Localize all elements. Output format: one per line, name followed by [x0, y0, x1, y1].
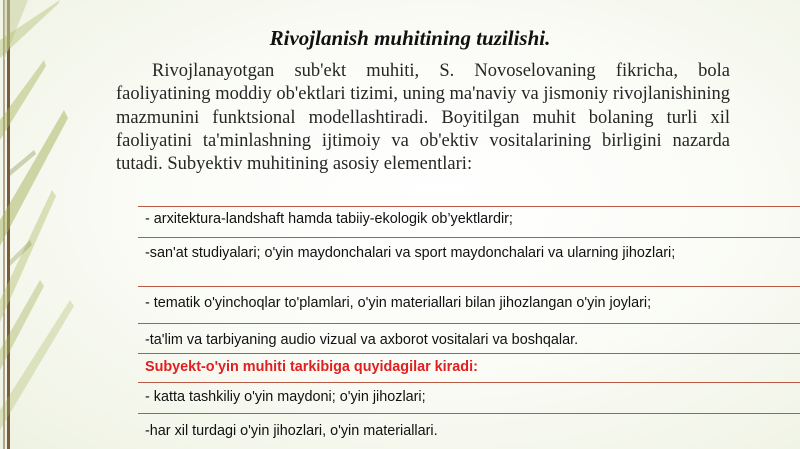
list-item-text: -ta'lim va tarbiyaning audio vizual va axborot vositalari va boshqalar.: [145, 332, 579, 348]
list-item-text: - tematik o'yinchoqlar to'plamlari, o'yin materiallari bilan jihozlangan o'yin joylari;: [145, 295, 652, 311]
intro-paragraph: Rivojlanayotgan sub'ekt muhiti, S. Novoselovaning fikricha, bola faoliyatining moddiy ob'ektlari tizimi, uning ma'naviy va jismoniy rivojlanishining mazmunini funktsional modellashtiradi. Boyitilgan muhit bolaning turli xil faoliyatini ta'minlashning ijtimoiy va ob'ektiv vositalarining birligini nazarda tutadi. Subyektiv muhitining asosiy elementlari:: [116, 61, 730, 175]
list-item: [138, 206, 800, 238]
subheading-text: Subyekt-o'yin muhiti tarkibiga quyidagilar kiradi:: [145, 359, 478, 375]
list-item: [138, 414, 800, 449]
list-item-text: - arxitektura-landshaft hamda tabiiy-ekologik ob’yektlardir;: [145, 211, 513, 227]
list-item-text: -har xil turdagi o'yin jihozlari, o'yin materiallari.: [145, 423, 438, 439]
list-item-text: - katta tashkiliy o'yin maydoni; o'yin jihozlari;: [145, 389, 426, 405]
decorative-arrow-lines: [0, 0, 130, 449]
list-item-text: -san'at studiyalari; o'yin maydonchalari va sport maydonchalari va ularning jihozlari;: [145, 245, 676, 261]
list-item: [138, 382, 800, 414]
slide-title: Rivojlanish muhitining tuzilishi.: [269, 26, 551, 50]
subheading: [138, 354, 800, 382]
list-item: [138, 238, 800, 287]
list-item: [138, 287, 800, 324]
list-item: [138, 324, 800, 354]
